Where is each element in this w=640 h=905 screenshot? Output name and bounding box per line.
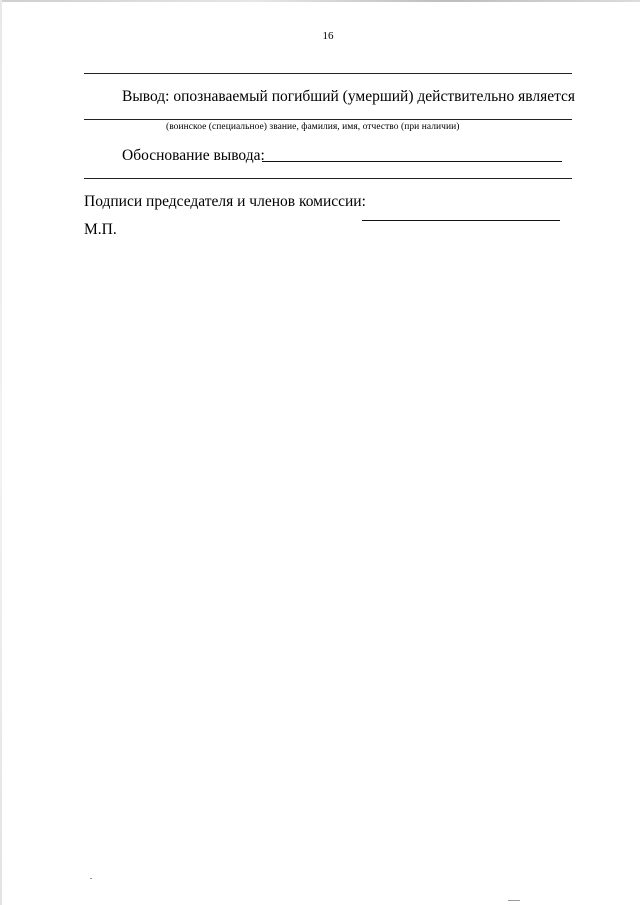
justification-rule	[84, 178, 572, 179]
conclusion-text: Вывод: опознаваемый погибший (умерший) действительно является	[122, 88, 576, 105]
justification-label: Обоснование вывода:	[122, 147, 265, 164]
signatures-label: Подписи председателя и членов комиссии:	[84, 193, 366, 210]
signature-fill-line	[362, 220, 560, 221]
top-rule	[84, 73, 572, 74]
scan-edge-left	[0, 0, 2, 905]
scan-speck	[90, 878, 92, 879]
page-number: 16	[322, 30, 334, 42]
scan-speck	[508, 900, 520, 901]
justification-fill-line	[262, 161, 562, 162]
stamp-label: М.П.	[84, 221, 117, 238]
scan-edge-top	[0, 0, 640, 2]
name-fill-line	[84, 119, 572, 120]
name-caption: (воинское (специальное) звание, фамилия, имя, отчество (при наличии)	[166, 122, 460, 132]
